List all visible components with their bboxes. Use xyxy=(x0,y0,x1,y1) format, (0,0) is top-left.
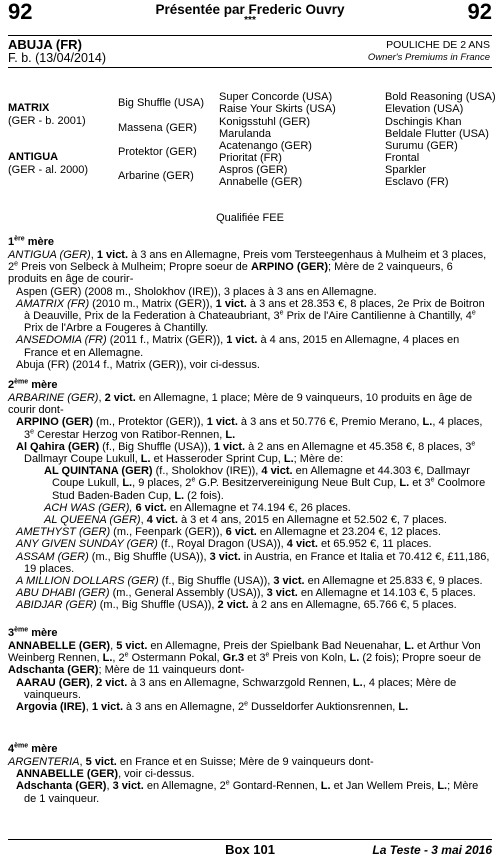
section-third-dam xyxy=(8,627,58,640)
lot-number-right: 92 xyxy=(467,0,492,24)
gen4-6: Frontal xyxy=(385,152,420,164)
horse-category: POULICHE DE 2 ANS xyxy=(386,39,490,51)
section-num: 4 xyxy=(8,743,15,755)
produce-item: Al Qahira (GER) (f., Big Shuffle (USA)), 1 vict. à 2 ans en Allemagne et 45.358 €, 8 places, 3e Dallmayr Coupe Lukull, L. et Hasseroder Sprint Cup, L.; Mère de: xyxy=(16,440,476,466)
grandsire-paternal: Big Shuffle (USA) xyxy=(118,97,205,109)
horse-details: F. b. (13/04/2014) xyxy=(8,51,106,65)
fourth-dam-text xyxy=(8,756,492,805)
produce-item: ACH WAS (GER), 6 vict. en Allemagne et 74.194 €, 26 places. xyxy=(44,501,351,514)
gen3-3: Konigsstuhl (GER) xyxy=(219,116,311,128)
section-word: mère xyxy=(28,379,58,391)
produce-item: Aspen (GER) (2008 m., Sholokhov (IRE)), 3 places à 3 ans en Allemagne. xyxy=(16,285,377,298)
produce-item: Abuja (FR) (2014 f., Matrix (GER)), voir ci-dessus. xyxy=(16,358,260,371)
qualification: Qualifiée FEE xyxy=(216,212,284,224)
box-number: Box 101 xyxy=(225,842,275,857)
gen3-1: Super Concorde (USA) xyxy=(219,91,333,103)
produce-item: ABU DHABI (GER) (m., General Assembly (USA)), 3 vict. en Allemagne et 14.103 €, 5 places. xyxy=(16,587,476,600)
granddam-maternal: Arbarine (GER) xyxy=(118,170,194,182)
section-sup: ème xyxy=(14,626,29,634)
section-num: 3 xyxy=(8,627,15,639)
horse-name: ABUJA (FR) xyxy=(8,37,82,52)
section-word: mère xyxy=(28,627,58,639)
sire-name: MATRIX xyxy=(8,102,50,114)
gen4-2: Elevation (USA) xyxy=(385,103,464,115)
third-dam-text xyxy=(8,640,492,713)
produce-item: ANNABELLE (GER), voir ci-dessus. xyxy=(16,768,195,781)
produce-item: ANY GIVEN SUNDAY (GER) (f., Royal Dragon (USA)), 4 vict. et 65.952 €, 11 places. xyxy=(16,538,432,551)
produce-item: ANSEDOMIA (FR) (2011 f., Matrix (GER)), 1 vict. à 4 ans, 2015 en Allemagne, 4 places en France et en Allemagne. xyxy=(16,334,460,359)
produce-item: A MILLION DOLLARS (GER) (f., Big Shuffle (USA)), 3 vict. en Allemagne et 25.833 €, 9 places. xyxy=(16,575,483,588)
section-first-dam xyxy=(8,236,54,249)
gen4-7: Sparkler xyxy=(385,164,426,176)
header-rule xyxy=(8,35,492,36)
gen4-8: Esclavo (FR) xyxy=(385,176,449,188)
gen3-8: Annabelle (GER) xyxy=(219,176,303,188)
gen3-2: Raise Your Skirts (USA) xyxy=(219,103,336,115)
second-dam-para: ARBARINE (GER), 2 vict. en Allemagne, 1 place; Mère de 9 vainqueurs, 10 produits en âge de courir dont- xyxy=(8,392,473,417)
section-word: mère xyxy=(28,743,58,755)
produce-item: Adschanta (GER), 3 vict. en Allemagne, 2e Gontard-Rennen, L. et Jan Wellem Preis, L.; Mère de 1 vainqueur. xyxy=(16,779,479,805)
section-sup: ème xyxy=(14,378,29,386)
gen3-6: Prioritat (FR) xyxy=(219,152,282,164)
sale-date: La Teste - 3 mai 2016 xyxy=(372,843,492,857)
fourth-dam-para: ARGENTERIA, 5 vict. en France et en Suisse; Mère de 9 vainqueurs dont- xyxy=(8,756,374,768)
horse-rule xyxy=(8,67,492,68)
section-sup: ère xyxy=(14,235,25,243)
gen4-5: Surumu (GER) xyxy=(385,140,458,152)
footer-rule xyxy=(8,839,492,840)
first-dam-para: ANTIGUA (GER), 1 vict. à 3 ans en Allemagne, Preis vom Tersteegenhaus à Mulheim et 3 places, 2e Preis von Selbeck à Mulheim; Propre soeur de ARPINO (GER); Mère de 2 vainqueurs, 6 produits en âge de courir- xyxy=(8,249,487,286)
gen3-7: Aspros (GER) xyxy=(219,164,288,176)
presenter-title: Présentée par Frederic Ouvry xyxy=(155,2,345,17)
produce-item: Argovia (IRE), 1 vict. à 3 ans en Allemagne, 2e Dusseldorfer Auktionsrennen, L. xyxy=(16,700,409,714)
produce-item: AARAU (GER), 2 vict. à 3 ans en Allemagne, Schwarzgold Rennen, L., 4 places; Mère de vainqueurs. xyxy=(16,676,457,701)
produce-item: ARPINO (GER) (m., Protektor (GER)), 1 vict. à 3 ans et 50.776 €, Premio Merano, L., 4 places, 3e Cerestar Herzog von Ratibor-Rennen, L. xyxy=(16,416,483,441)
third-dam-para: ANNABELLE (GER), 5 vict. en Allemagne, Preis der Spielbank Bad Neuenahar, L. et Arthur Von Weinberg Rennen, L., 2e Ostermann Pokal, Gr.3 et 3e Preis von Koln, L. (2 fois); Propre soeur de Adschanta (GER); Mère de 11 vainqueurs dont- xyxy=(8,640,481,677)
section-num: 2 xyxy=(8,379,15,391)
produce-item: ASSAM (GER) (m., Big Shuffle (USA)), 3 vict. in Austria, en France et Italia et 70.412 €, £11,186, 19 places. xyxy=(16,550,490,575)
produce-item: AL QUINTANA (GER) (f., Sholokhov (IRE)), 4 vict. en Allemagne et 44.303 €, Dallmayr Coupe Lukull, L., 9 places, 2e G.P. Besitzervereinigung Neue Bult Cup, L. et 3e Coolmore Stud Baden-Baden Cup, L. (2 fois). xyxy=(44,465,486,502)
title-stars: *** xyxy=(244,15,256,26)
dam-name: ANTIGUA xyxy=(8,151,59,163)
produce-item: AL QUEENA (GER), 4 vict. à 3 et 4 ans, 2015 en Allemagne et 52.502 €, 7 places. xyxy=(44,514,447,527)
produce-item: AMETHYST (GER) (m., Feenpark (GER)), 6 vict. en Allemagne et 23.204 €, 12 places. xyxy=(16,526,441,539)
gen3-4: Marulanda xyxy=(219,128,271,140)
gen4-4: Beldale Flutter (USA) xyxy=(385,128,489,140)
section-num: 1 xyxy=(8,236,15,248)
first-dam-text xyxy=(8,249,492,371)
section-sup: ème xyxy=(14,742,29,750)
produce-item: AMATRIX (FR) (2010 m., Matrix (GER)), 1 vict. à 3 ans et 28.353 €, 8 places, 2e Prix de Boitron à Deauville, Prix de la Federation à Chateaubriant, 3e Prix de l'Aire Cantilienne à Chantilly, 4e Prix de l'Arbre a Fougeres à Chantilly. xyxy=(16,297,485,335)
granddam-paternal: Massena (GER) xyxy=(118,122,197,134)
second-dam-text xyxy=(8,392,492,612)
gen3-5: Acatenango (GER) xyxy=(219,140,312,152)
section-fourth-dam xyxy=(8,743,58,756)
produce-item: ABIDJAR (GER) (m., Big Shuffle (USA)), 2 vict. à 2 ans en Allemagne, 65.766 €, 5 places. xyxy=(16,599,457,612)
section-second-dam xyxy=(8,379,58,392)
section-word: mère xyxy=(24,236,54,248)
gen4-1: Bold Reasoning (USA) xyxy=(385,91,496,103)
grandsire-maternal: Protektor (GER) xyxy=(118,146,197,158)
dam-details: (GER - al. 2000) xyxy=(8,164,89,176)
lot-number-left: 92 xyxy=(8,0,33,24)
sire-details: (GER - b. 2001) xyxy=(8,115,86,127)
gen4-3: Dschingis Khan xyxy=(385,116,462,128)
owners-premium: Owner's Premiums in France xyxy=(367,52,490,63)
